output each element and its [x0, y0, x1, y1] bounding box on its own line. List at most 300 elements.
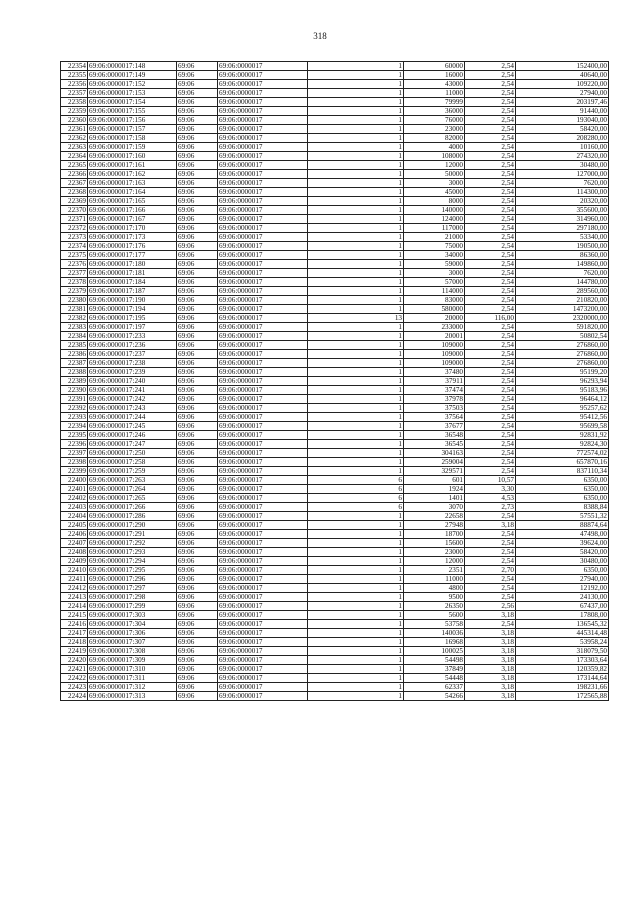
- count-cell: 1: [308, 539, 404, 548]
- value-cell: 53958,24: [516, 638, 609, 647]
- area-cell: 233000: [404, 323, 465, 332]
- cadastral-number-cell: 69:06:0000017:236: [88, 341, 177, 350]
- count-cell: 1: [308, 107, 404, 116]
- count-cell: 1: [308, 242, 404, 251]
- area-cell: 304163: [404, 449, 465, 458]
- area-cell: 4000: [404, 143, 465, 152]
- rate-cell: 2,54: [465, 395, 516, 404]
- rate-cell: 2,54: [465, 116, 516, 125]
- count-cell: 1: [308, 467, 404, 476]
- cadastral-number-cell: 69:06:0000017:299: [88, 602, 177, 611]
- rate-cell: 2,54: [465, 458, 516, 467]
- count-cell: 1: [308, 683, 404, 692]
- rate-cell: 2,54: [465, 413, 516, 422]
- region-code-cell: 69:06: [177, 467, 218, 476]
- table-row: [61, 530, 609, 539]
- cadastral-quarter-cell: 69:06:0000017: [218, 224, 308, 233]
- table-row: [61, 242, 609, 251]
- value-cell: 95257,62: [516, 404, 609, 413]
- table-row: [61, 71, 609, 80]
- cadastral-quarter-cell: 69:06:0000017: [218, 503, 308, 512]
- cadastral-quarter-cell: 69:06:0000017: [218, 143, 308, 152]
- value-cell: 8388,84: [516, 503, 609, 512]
- table-row: [61, 548, 609, 557]
- row-number-cell: 22378: [61, 278, 88, 287]
- cadastral-number-cell: 69:06:0000017:197: [88, 323, 177, 332]
- area-cell: 21000: [404, 233, 465, 242]
- count-cell: 1: [308, 413, 404, 422]
- cadastral-number-cell: 69:06:0000017:160: [88, 152, 177, 161]
- cadastral-quarter-cell: 69:06:0000017: [218, 188, 308, 197]
- cadastral-number-cell: 69:06:0000017:243: [88, 404, 177, 413]
- row-number-cell: 22361: [61, 125, 88, 134]
- row-number-cell: 22408: [61, 548, 88, 557]
- cadastral-number-cell: 69:06:0000017:152: [88, 80, 177, 89]
- count-cell: 1: [308, 593, 404, 602]
- table-row: [61, 494, 609, 503]
- count-cell: 1: [308, 602, 404, 611]
- row-number-cell: 22417: [61, 629, 88, 638]
- region-code-cell: 69:06: [177, 143, 218, 152]
- cadastral-number-cell: 69:06:0000017:242: [88, 395, 177, 404]
- cadastral-number-cell: 69:06:0000017:308: [88, 647, 177, 656]
- count-cell: 6: [308, 476, 404, 485]
- cadastral-quarter-cell: 69:06:0000017: [218, 161, 308, 170]
- region-code-cell: 69:06: [177, 620, 218, 629]
- row-number-cell: 22412: [61, 584, 88, 593]
- cadastral-quarter-cell: 69:06:0000017: [218, 548, 308, 557]
- rate-cell: 2,54: [465, 440, 516, 449]
- row-number-cell: 22407: [61, 539, 88, 548]
- table-row: [61, 539, 609, 548]
- region-code-cell: 69:06: [177, 161, 218, 170]
- table-row: [61, 143, 609, 152]
- rate-cell: 2,54: [465, 152, 516, 161]
- table-row: [61, 125, 609, 134]
- region-code-cell: 69:06: [177, 368, 218, 377]
- area-cell: 37849: [404, 665, 465, 674]
- value-cell: 109220,00: [516, 80, 609, 89]
- row-number-cell: 22424: [61, 692, 88, 701]
- row-number-cell: 22380: [61, 296, 88, 305]
- region-code-cell: 69:06: [177, 440, 218, 449]
- area-cell: 37474: [404, 386, 465, 395]
- value-cell: 276860,00: [516, 359, 609, 368]
- cadastral-quarter-cell: 69:06:0000017: [218, 458, 308, 467]
- row-number-cell: 22415: [61, 611, 88, 620]
- region-code-cell: 69:06: [177, 206, 218, 215]
- rate-cell: 2,54: [465, 359, 516, 368]
- area-cell: 36545: [404, 440, 465, 449]
- cadastral-number-cell: 69:06:0000017:148: [88, 62, 177, 71]
- count-cell: 1: [308, 449, 404, 458]
- area-cell: 54266: [404, 692, 465, 701]
- rate-cell: 2,54: [465, 107, 516, 116]
- table-row: [61, 422, 609, 431]
- cadastral-quarter-cell: 69:06:0000017: [218, 287, 308, 296]
- count-cell: 1: [308, 521, 404, 530]
- region-code-cell: 69:06: [177, 215, 218, 224]
- area-cell: 57000: [404, 278, 465, 287]
- table-row: [61, 485, 609, 494]
- table-row: [61, 593, 609, 602]
- value-cell: 86360,00: [516, 251, 609, 260]
- region-code-cell: 69:06: [177, 116, 218, 125]
- count-cell: 1: [308, 224, 404, 233]
- row-number-cell: 22398: [61, 458, 88, 467]
- row-number-cell: 22369: [61, 197, 88, 206]
- row-number-cell: 22354: [61, 62, 88, 71]
- cadastral-number-cell: 69:06:0000017:164: [88, 188, 177, 197]
- region-code-cell: 69:06: [177, 485, 218, 494]
- cadastral-quarter-cell: 69:06:0000017: [218, 134, 308, 143]
- value-cell: 7620,00: [516, 179, 609, 188]
- row-number-cell: 22387: [61, 359, 88, 368]
- table-row: [61, 692, 609, 701]
- table-row: [61, 269, 609, 278]
- area-cell: 140036: [404, 629, 465, 638]
- rate-cell: 2,54: [465, 197, 516, 206]
- rate-cell: 2,54: [465, 467, 516, 476]
- cadastral-number-cell: 69:06:0000017:312: [88, 683, 177, 692]
- rate-cell: 2,54: [465, 404, 516, 413]
- region-code-cell: 69:06: [177, 539, 218, 548]
- area-cell: 329571: [404, 467, 465, 476]
- table-row: [61, 467, 609, 476]
- rate-cell: 2,54: [465, 134, 516, 143]
- count-cell: 1: [308, 287, 404, 296]
- area-cell: 109000: [404, 341, 465, 350]
- cadastral-number-cell: 69:06:0000017:154: [88, 98, 177, 107]
- cadastral-number-cell: 69:06:0000017:155: [88, 107, 177, 116]
- cadastral-number-cell: 69:06:0000017:163: [88, 179, 177, 188]
- cadastral-number-cell: 69:06:0000017:297: [88, 584, 177, 593]
- row-number-cell: 22423: [61, 683, 88, 692]
- table-row: [61, 287, 609, 296]
- rate-cell: 2,54: [465, 422, 516, 431]
- cadastral-quarter-cell: 69:06:0000017: [218, 242, 308, 251]
- table-row: [61, 602, 609, 611]
- value-cell: 12192,00: [516, 584, 609, 593]
- row-number-cell: 22405: [61, 521, 88, 530]
- area-cell: 4800: [404, 584, 465, 593]
- region-code-cell: 69:06: [177, 413, 218, 422]
- table-row: [61, 62, 609, 71]
- area-cell: 20000: [404, 314, 465, 323]
- cadastral-number-cell: 69:06:0000017:313: [88, 692, 177, 701]
- region-code-cell: 69:06: [177, 602, 218, 611]
- rate-cell: 2,54: [465, 233, 516, 242]
- count-cell: 1: [308, 305, 404, 314]
- region-code-cell: 69:06: [177, 683, 218, 692]
- region-code-cell: 69:06: [177, 638, 218, 647]
- cadastral-number-cell: 69:06:0000017:181: [88, 269, 177, 278]
- cadastral-quarter-cell: 69:06:0000017: [218, 98, 308, 107]
- cadastral-quarter-cell: 69:06:0000017: [218, 341, 308, 350]
- cadastral-quarter-cell: 69:06:0000017: [218, 179, 308, 188]
- cadastral-quarter-cell: 69:06:0000017: [218, 467, 308, 476]
- value-cell: 837110,34: [516, 467, 609, 476]
- cadastral-quarter-cell: 69:06:0000017: [218, 683, 308, 692]
- cadastral-quarter-cell: 69:06:0000017: [218, 404, 308, 413]
- area-cell: 37503: [404, 404, 465, 413]
- table-row: [61, 620, 609, 629]
- region-code-cell: 69:06: [177, 197, 218, 206]
- cadastral-quarter-cell: 69:06:0000017: [218, 314, 308, 323]
- row-number-cell: 22404: [61, 512, 88, 521]
- rate-cell: 2,54: [465, 350, 516, 359]
- rate-cell: 2,54: [465, 530, 516, 539]
- table-row: [61, 521, 609, 530]
- row-number-cell: 22416: [61, 620, 88, 629]
- cadastral-quarter-cell: 69:06:0000017: [218, 620, 308, 629]
- cadastral-number-cell: 69:06:0000017:170: [88, 224, 177, 233]
- area-cell: 37978: [404, 395, 465, 404]
- value-cell: 136545,32: [516, 620, 609, 629]
- count-cell: 1: [308, 116, 404, 125]
- region-code-cell: 69:06: [177, 188, 218, 197]
- region-code-cell: 69:06: [177, 377, 218, 386]
- rate-cell: 2,54: [465, 80, 516, 89]
- row-number-cell: 22385: [61, 341, 88, 350]
- area-cell: 82000: [404, 134, 465, 143]
- area-cell: 45000: [404, 188, 465, 197]
- rate-cell: 2,54: [465, 125, 516, 134]
- table-row: [61, 377, 609, 386]
- rate-cell: 3,18: [465, 665, 516, 674]
- region-code-cell: 69:06: [177, 557, 218, 566]
- value-cell: 92831,92: [516, 431, 609, 440]
- cadastral-quarter-cell: 69:06:0000017: [218, 602, 308, 611]
- row-number-cell: 22401: [61, 485, 88, 494]
- rate-cell: 3,18: [465, 692, 516, 701]
- count-cell: 1: [308, 530, 404, 539]
- region-code-cell: 69:06: [177, 530, 218, 539]
- count-cell: 1: [308, 197, 404, 206]
- cadastral-quarter-cell: 69:06:0000017: [218, 539, 308, 548]
- cadastral-number-cell: 69:06:0000017:290: [88, 521, 177, 530]
- count-cell: 1: [308, 647, 404, 656]
- area-cell: 114000: [404, 287, 465, 296]
- rate-cell: 2,54: [465, 260, 516, 269]
- count-cell: 1: [308, 332, 404, 341]
- region-code-cell: 69:06: [177, 593, 218, 602]
- row-number-cell: 22356: [61, 80, 88, 89]
- cadastral-quarter-cell: 69:06:0000017: [218, 368, 308, 377]
- rate-cell: 2,54: [465, 215, 516, 224]
- row-number-cell: 22389: [61, 377, 88, 386]
- area-cell: 27948: [404, 521, 465, 530]
- rate-cell: 2,54: [465, 206, 516, 215]
- region-code-cell: 69:06: [177, 170, 218, 179]
- cadastral-number-cell: 69:06:0000017:291: [88, 530, 177, 539]
- count-cell: 6: [308, 503, 404, 512]
- count-cell: 1: [308, 674, 404, 683]
- row-number-cell: 22395: [61, 431, 88, 440]
- cadastral-quarter-cell: 69:06:0000017: [218, 107, 308, 116]
- value-cell: 210820,00: [516, 296, 609, 305]
- cadastral-quarter-cell: 69:06:0000017: [218, 296, 308, 305]
- table-row: [61, 179, 609, 188]
- value-cell: 355600,00: [516, 206, 609, 215]
- cadastral-number-cell: 69:06:0000017:264: [88, 485, 177, 494]
- row-number-cell: 22357: [61, 89, 88, 98]
- table-row: [61, 134, 609, 143]
- cadastral-number-cell: 69:06:0000017:239: [88, 368, 177, 377]
- region-code-cell: 69:06: [177, 656, 218, 665]
- count-cell: 1: [308, 566, 404, 575]
- value-cell: 7620,00: [516, 269, 609, 278]
- cadastral-quarter-cell: 69:06:0000017: [218, 629, 308, 638]
- rate-cell: 2,54: [465, 62, 516, 71]
- rate-cell: 2,54: [465, 539, 516, 548]
- row-number-cell: 22374: [61, 242, 88, 251]
- value-cell: 40640,00: [516, 71, 609, 80]
- value-cell: 152400,00: [516, 62, 609, 71]
- cadastral-number-cell: 69:06:0000017:241: [88, 386, 177, 395]
- row-number-cell: 22421: [61, 665, 88, 674]
- table-row: [61, 512, 609, 521]
- cadastral-quarter-cell: 69:06:0000017: [218, 665, 308, 674]
- row-number-cell: 22382: [61, 314, 88, 323]
- cadastral-number-cell: 69:06:0000017:295: [88, 566, 177, 575]
- value-cell: 95183,96: [516, 386, 609, 395]
- cadastral-quarter-cell: 69:06:0000017: [218, 350, 308, 359]
- count-cell: 1: [308, 206, 404, 215]
- cadastral-number-cell: 69:06:0000017:294: [88, 557, 177, 566]
- table-row: [61, 359, 609, 368]
- rate-cell: 2,54: [465, 512, 516, 521]
- rate-cell: 3,18: [465, 638, 516, 647]
- value-cell: 6350,00: [516, 494, 609, 503]
- region-code-cell: 69:06: [177, 287, 218, 296]
- rate-cell: 2,54: [465, 620, 516, 629]
- value-cell: 17808,00: [516, 611, 609, 620]
- row-number-cell: 22418: [61, 638, 88, 647]
- cadastral-number-cell: 69:06:0000017:238: [88, 359, 177, 368]
- area-cell: 23000: [404, 548, 465, 557]
- region-code-cell: 69:06: [177, 395, 218, 404]
- count-cell: 1: [308, 323, 404, 332]
- row-number-cell: 22393: [61, 413, 88, 422]
- rate-cell: 10,57: [465, 476, 516, 485]
- count-cell: 1: [308, 350, 404, 359]
- table-row: [61, 332, 609, 341]
- value-cell: 50802,54: [516, 332, 609, 341]
- row-number-cell: 22400: [61, 476, 88, 485]
- row-number-cell: 22411: [61, 575, 88, 584]
- count-cell: 1: [308, 629, 404, 638]
- count-cell: 1: [308, 269, 404, 278]
- count-cell: 1: [308, 692, 404, 701]
- row-number-cell: 22359: [61, 107, 88, 116]
- cadastral-number-cell: 69:06:0000017:166: [88, 206, 177, 215]
- area-cell: 12000: [404, 557, 465, 566]
- rate-cell: 3,18: [465, 611, 516, 620]
- area-cell: 54498: [404, 656, 465, 665]
- cadastral-number-cell: 69:06:0000017:195: [88, 314, 177, 323]
- count-cell: 1: [308, 638, 404, 647]
- rate-cell: 2,54: [465, 296, 516, 305]
- area-cell: 53758: [404, 620, 465, 629]
- rate-cell: 2,54: [465, 305, 516, 314]
- area-cell: 9500: [404, 593, 465, 602]
- count-cell: 1: [308, 143, 404, 152]
- area-cell: 37480: [404, 368, 465, 377]
- rate-cell: 2,54: [465, 224, 516, 233]
- table-row: [61, 449, 609, 458]
- area-cell: 2351: [404, 566, 465, 575]
- count-cell: 1: [308, 251, 404, 260]
- region-code-cell: 69:06: [177, 674, 218, 683]
- count-cell: 1: [308, 395, 404, 404]
- rate-cell: 3,18: [465, 674, 516, 683]
- value-cell: 314960,00: [516, 215, 609, 224]
- cadastral-number-cell: 69:06:0000017:266: [88, 503, 177, 512]
- table-row: [61, 305, 609, 314]
- count-cell: 1: [308, 233, 404, 242]
- row-number-cell: 22360: [61, 116, 88, 125]
- row-number-cell: 22384: [61, 332, 88, 341]
- cadastral-quarter-cell: 69:06:0000017: [218, 449, 308, 458]
- table-row: [61, 683, 609, 692]
- value-cell: 772574,02: [516, 449, 609, 458]
- cadastral-number-cell: 69:06:0000017:310: [88, 665, 177, 674]
- count-cell: 1: [308, 458, 404, 467]
- row-number-cell: 22409: [61, 557, 88, 566]
- area-cell: 15600: [404, 539, 465, 548]
- row-number-cell: 22366: [61, 170, 88, 179]
- cadastral-number-cell: 69:06:0000017:247: [88, 440, 177, 449]
- cadastral-quarter-cell: 69:06:0000017: [218, 440, 308, 449]
- rate-cell: 2,54: [465, 548, 516, 557]
- count-cell: 1: [308, 575, 404, 584]
- cadastral-number-cell: 69:06:0000017:153: [88, 89, 177, 98]
- region-code-cell: 69:06: [177, 224, 218, 233]
- area-cell: 3000: [404, 179, 465, 188]
- rate-cell: 2,70: [465, 566, 516, 575]
- row-number-cell: 22371: [61, 215, 88, 224]
- value-cell: 198231,66: [516, 683, 609, 692]
- rate-cell: 2,54: [465, 368, 516, 377]
- rate-cell: 2,54: [465, 323, 516, 332]
- table-row: [61, 458, 609, 467]
- cadastral-quarter-cell: 69:06:0000017: [218, 647, 308, 656]
- cadastral-quarter-cell: 69:06:0000017: [218, 521, 308, 530]
- value-cell: 318079,50: [516, 647, 609, 656]
- row-number-cell: 22392: [61, 404, 88, 413]
- rate-cell: 2,54: [465, 89, 516, 98]
- rate-cell: 2,54: [465, 242, 516, 251]
- area-cell: 1924: [404, 485, 465, 494]
- rate-cell: 2,54: [465, 278, 516, 287]
- cadastral-quarter-cell: 69:06:0000017: [218, 566, 308, 575]
- region-code-cell: 69:06: [177, 98, 218, 107]
- cadastral-number-cell: 69:06:0000017:157: [88, 125, 177, 134]
- region-code-cell: 69:06: [177, 71, 218, 80]
- cadastral-quarter-cell: 69:06:0000017: [218, 485, 308, 494]
- table-row: [61, 314, 609, 323]
- row-number-cell: 22406: [61, 530, 88, 539]
- rate-cell: 2,54: [465, 557, 516, 566]
- row-number-cell: 22379: [61, 287, 88, 296]
- cadastral-quarter-cell: 69:06:0000017: [218, 476, 308, 485]
- region-code-cell: 69:06: [177, 386, 218, 395]
- table-row: [61, 224, 609, 233]
- area-cell: 16000: [404, 71, 465, 80]
- table-row: [61, 350, 609, 359]
- row-number-cell: 22394: [61, 422, 88, 431]
